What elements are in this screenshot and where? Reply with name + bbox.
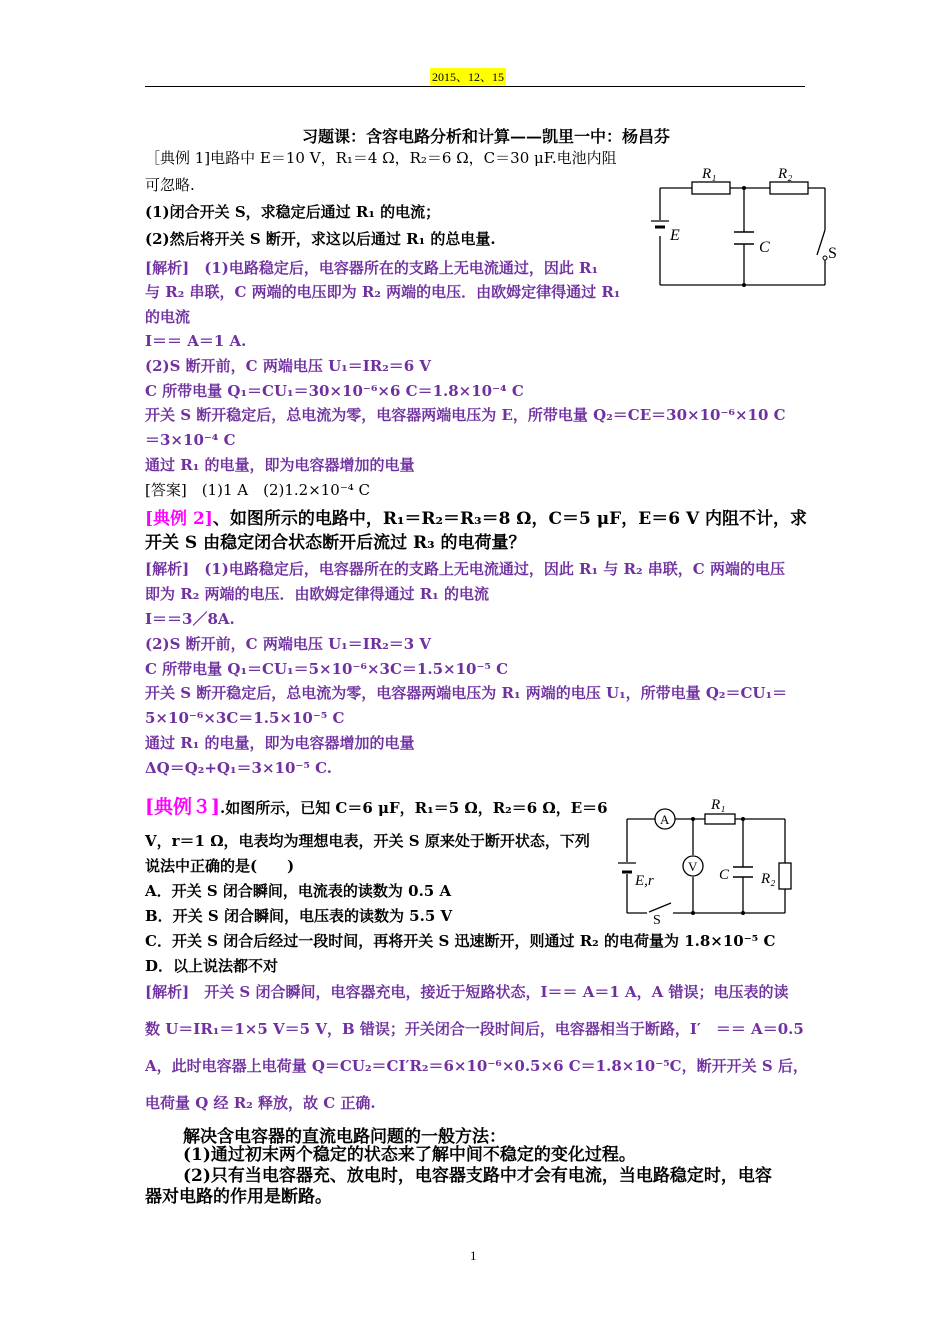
ex3-solution-4: 电荷量 Q 经 R₂ 释放，故 C 正确. [145, 1094, 376, 1112]
ex2-line1 [145, 509, 807, 529]
ex3-option-c: C．开关 S 闭合后经过一段时间，再将开关 S 迅速断开，则通过 R₂ 的电荷量为 1.8×10⁻⁵ C [145, 932, 776, 950]
ex3-option-d: D．以上说法都不对 [145, 957, 279, 975]
ex1-solution-4: I＝＝ A＝1 A. [145, 332, 247, 350]
ex2-line1-text: 、如图所示的电路中，R₁＝R₂＝R₃＝8 Ω，C＝5 μF，E＝6 V 内阻不计，求 [212, 509, 808, 529]
page-title: 习题课：含容电路分析和计算——凯里一中：杨昌芬 [302, 127, 671, 146]
ex2-solution-1: [解析] (1)电路稳定后，电容器所在的支路上无电流通过，因此 R₁ 与 R₂ 串联，C 两端的电压 [145, 560, 785, 578]
ex2-solution-4: (2)S 断开前，C 两端电压 U₁＝IR₂＝3 V [145, 635, 432, 653]
page-number: 1 [470, 1248, 477, 1263]
ex1-question1: (1)闭合开关 S，求稳定后通过 R₁ 的电流； [145, 203, 441, 221]
ex1-answer: [答案] (1)1 A (2)1.2×10⁻⁴ C [145, 481, 371, 499]
fig1-s-label: S [828, 245, 837, 262]
method-point-2-cont: 器对电路的作用是断路。 [145, 1187, 332, 1207]
ex2-solution-7: 5×10⁻⁶×3C＝1.5×10⁻⁵ C [145, 709, 345, 727]
fig3-ammeter-label: A [660, 812, 670, 827]
fig3-r1-label: R₁ [711, 797, 726, 813]
fig1-r2-label: R₂ [778, 166, 793, 182]
fig3-voltmeter-label: V [688, 859, 698, 874]
ex1-line1: ［典例 1]电路中 E＝10 V，R₁＝4 Ω，R₂＝6 Ω，C＝30 μF.电池内阻 [145, 149, 617, 167]
method-point-2: (2)只有当电容器充、放电时，电容器支路中才会有电流，当电路稳定时，电容 [183, 1166, 772, 1186]
circuit-diagram-1 [650, 160, 840, 295]
ex1-line2: 可忽略. [145, 176, 195, 194]
ex2-solution-2: 即为 R₂ 两端的电压．由欧姆定律得通过 R₁ 的电流 [145, 585, 489, 603]
fig3-r2-label: R₂ [761, 871, 776, 887]
ex3-solution-2: 数 U＝IR₁＝1×5 V＝5 V，B 错误；开关闭合一段时间后，电容器相当于断路，I′ ＝＝ A＝0.5 [145, 1020, 804, 1038]
ex2-solution-6: 开关 S 断开稳定后，总电流为零，电容器两端电压为 R₁ 两端的电压 U₁，所带电量 Q₂＝CU₁＝ [145, 684, 788, 702]
ex3-solution-1: [解析] 开关 S 闭合瞬间，电容器充电，接近于短路状态，I＝＝ A＝1 A，A 错误；电压表的读 [145, 983, 789, 1001]
fig3-c-label: C [719, 867, 730, 883]
method-point-1: (1)通过初末两个稳定的状态来了解中间不稳定的变化过程。 [183, 1145, 636, 1165]
ex2-solution-5: C 所带电量 Q₁＝CU₁＝5×10⁻⁶×3C＝1.5×10⁻⁵ C [145, 660, 509, 678]
ex2-line2: 开关 S 由稳定闭合状态断开后流过 R₃ 的电荷量？ [145, 533, 526, 553]
ex2-label: [典例 2] [145, 509, 213, 529]
circuit-diagram-3 [615, 795, 800, 925]
ex1-question2: (2)然后将开关 S 断开，求这以后通过 R₁ 的总电量. [145, 230, 496, 248]
fig3-s-label: S [653, 913, 661, 925]
ex2-solution-9: ΔQ＝Q₂+Q₁＝3×10⁻⁵ C. [145, 759, 333, 777]
fig1-c-label: C [759, 239, 770, 256]
ex3-option-b: B．开关 S 闭合瞬间，电压表的读数为 5.5 V [145, 907, 453, 925]
ex1-solution-5: (2)S 断开前，C 两端电压 U₁＝IR₂＝6 V [145, 357, 432, 375]
ex1-solution-2: 与 R₂ 串联，C 两端的电压即为 R₂ 两端的电压．由欧姆定律得通过 R₁ [145, 283, 621, 301]
fig3-er-label: E,r [635, 873, 654, 889]
ex1-solution-3: 的电流 [145, 308, 191, 326]
header-rule [145, 86, 805, 87]
ex3-line3: 说法中正确的是( ) [145, 857, 295, 875]
ex2-solution-3: I＝＝3／8A. [145, 610, 235, 628]
fig1-r1-label: R₁ [702, 166, 717, 182]
ex3-label: [典例３] [145, 796, 220, 818]
ex1-solution-6: C 所带电量 Q₁＝CU₁＝30×10⁻⁶×6 C＝1.8×10⁻⁴ C [145, 382, 524, 400]
header-date: 2015、12、15 [432, 70, 505, 84]
ex3-line2: V，r＝1 Ω，电表均为理想电表，开关 S 原来处于断开状态，下列 [145, 832, 590, 850]
ex3-line1 [145, 797, 608, 818]
fig1-e-label: E [670, 227, 680, 244]
ex1-solution-8: ＝3×10⁻⁴ C [145, 431, 236, 449]
ex3-solution-3: A，此时电容器上电荷量 Q＝CU₂＝CI′R₂＝6×10⁻⁶×0.5×6 C＝1.8×10⁻⁵C，断开开关 S 后， [145, 1057, 808, 1075]
ex3-line1-text: .如图所示，已知 C＝6 μF，R₁＝5 Ω，R₂＝6 Ω，E＝6 [219, 799, 608, 817]
ex1-solution-1: [解析] (1)电路稳定后，电容器所在的支路上无电流通过，因此 R₁ [145, 259, 599, 277]
ex1-solution-9: 通过 R₁ 的电量，即为电容器增加的电量 [145, 456, 415, 474]
method-heading: 解决含电容器的直流电路问题的一般方法： [183, 1127, 506, 1147]
ex1-solution-7: 开关 S 断开稳定后，总电流为零，电容器两端电压为 E，所带电量 Q₂＝CE＝30×10⁻⁶×10 C [145, 406, 786, 424]
ex3-option-a: A．开关 S 闭合瞬间，电流表的读数为 0.5 A [145, 882, 452, 900]
ex2-solution-8: 通过 R₁ 的电量，即为电容器增加的电量 [145, 734, 415, 752]
